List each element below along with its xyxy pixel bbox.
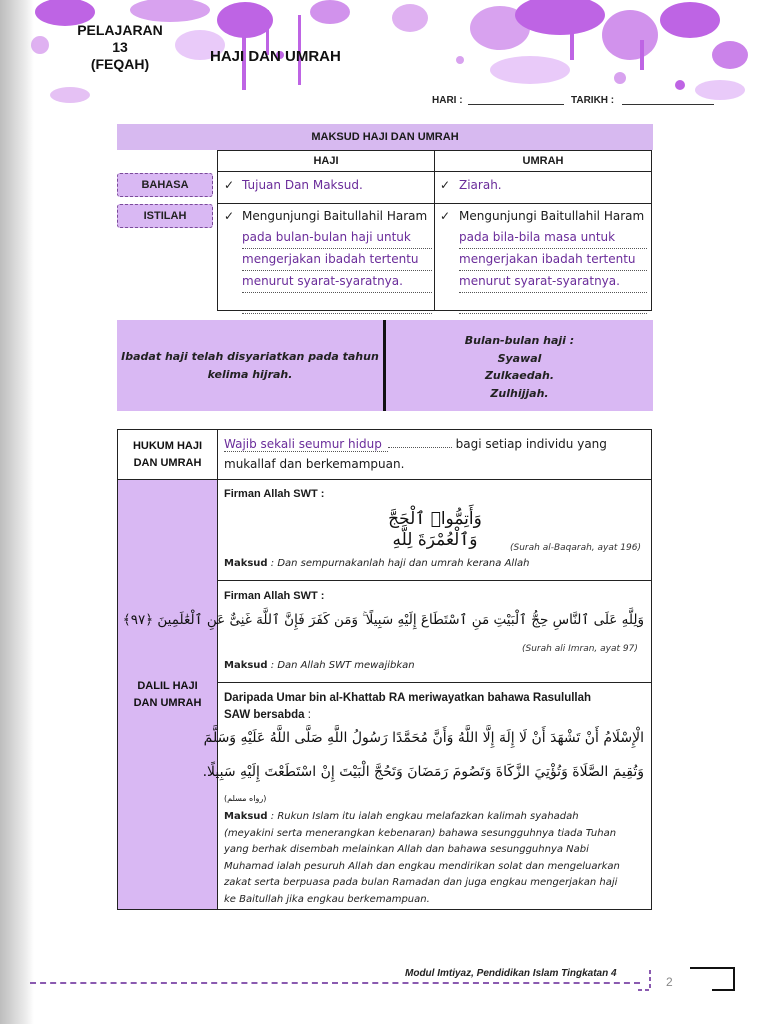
istilah-umrah-blank-line <box>459 293 647 314</box>
istilah-haji-line-2: pada bulan-bulan haji untuk <box>242 227 432 249</box>
lesson-line-2: 13 <box>112 39 128 55</box>
firman-2-maksud-text: : Dan Allah SWT mewajibkan <box>270 660 415 671</box>
firman-1-arabic: وَأَتِمُّوا۟ ٱلْحَجَّ وَٱلْعُمْرَةَ لِلَّهِ <box>388 509 482 550</box>
istilah-haji-line-3: mengerjakan ibadah tertentu <box>242 249 432 271</box>
page-number: 2 <box>666 975 673 989</box>
hukum-content <box>224 434 607 454</box>
lesson-label <box>60 22 180 73</box>
dalil-label-line-1: DALIL HAJI <box>137 680 198 692</box>
hadith-intro-line-2: SAW bersabda <box>224 709 305 721</box>
istilah-umrah-line-2: pada bila-bila masa untuk <box>459 227 647 249</box>
hadith-narrator: (رواه مسلم) <box>224 794 267 803</box>
firman-2-maksud <box>224 660 415 671</box>
hadith-maksud-line: (meyakini serta menerangkan kebenaran) bahawa sesungguhnya tiada Tuhan <box>224 827 617 839</box>
istilah-haji-line-1: Mengunjungi Baitullahil Haram <box>242 209 428 223</box>
check-icon: ✓ <box>224 178 235 192</box>
hari-field[interactable] <box>468 104 564 105</box>
row-label-bahasa: BAHASA <box>117 173 213 197</box>
hari-label: HARI : <box>432 95 463 106</box>
firman-1-maksud <box>224 558 529 569</box>
col-header-haji: HAJI <box>217 150 435 172</box>
istilah-haji-text <box>242 206 432 314</box>
hukum-answer: Wajib sekali seumur hidup <box>224 437 388 452</box>
istilah-haji-line-4: menurut syarat-syaratnya. <box>242 271 432 293</box>
hukum-label <box>117 438 218 472</box>
hadith-arabic-line-2: وَتُقِيمَ الصَّلَاةَ وَتُؤْتِيَ الزَّكَاةَ وَتَصُومَ رَمَضَانَ وَتَحُجَّ الْبَيْتَ إِنْ اسْتَطَعْتَ إِلَيْهِ سَبِيلًا. <box>202 764 644 780</box>
firman-1-reference: (Surah al-Baqarah, ayat 196) <box>510 543 641 553</box>
hadith-arabic-line-1: الْإِسْلَامُ أَنْ تَشْهَدَ أَنْ لَا إِلَهَ إِلَّا اللَّهُ وَأَنَّ مُحَمَّدًا رَسُولُ اللَّهِ صَلَّى اللَّهُ عَلَيْهِ وَسَلَّمَ <box>203 730 644 746</box>
hukum-label-line-2: DAN UMRAH <box>133 457 202 469</box>
check-icon: ✓ <box>440 209 451 223</box>
maksud-label: Maksud <box>224 660 268 671</box>
maksud-table-title: MAKSUD HAJI DAN UMRAH <box>117 124 653 150</box>
hadith-maksud-line: ke Baitullah jika engkau berkemampuan. <box>224 893 430 905</box>
haji-disyariatkan-note <box>117 348 383 384</box>
istilah-haji-blank-line <box>242 293 432 314</box>
dalil-label-line-2: DAN UMRAH <box>133 697 202 709</box>
firman-1-maksud-text: : Dan sempurnakanlah haji dan umrah kerana Allah <box>270 558 530 569</box>
firman-2-heading: Firman Allah SWT : <box>224 590 325 602</box>
dalil-label <box>117 678 218 712</box>
check-icon: ✓ <box>440 178 451 192</box>
firman-2-reference: (Surah ali Imran, ayat 97) <box>522 644 638 654</box>
note-line-2: kelima hijrah. <box>207 368 293 381</box>
istilah-umrah-line-3: mengerjakan ibadah tertentu <box>459 249 647 271</box>
bahasa-haji-text: Tujuan Dan Maksud. <box>242 178 363 192</box>
footer-module-title: Modul Imtiyaz, Pendidikan Islam Tingkatan 4 <box>405 968 617 979</box>
lesson-line-1: PELAJARAN <box>77 22 163 38</box>
footer-dashed-rule <box>30 982 640 984</box>
hadith-maksud-line: Muhamad ialah pesuruh Allah dan engkau mendirikan solat dan mengeluarkan <box>224 860 620 872</box>
bulan-haji-list <box>386 332 653 402</box>
hukum-label-line-1: HUKUM HAJI <box>132 440 203 452</box>
hukum-text-line-2: mukallaf dan berkemampuan. <box>224 457 405 471</box>
footer-bracket <box>636 962 736 992</box>
hukum-answer-blank <box>388 436 452 448</box>
maksud-label: Maksud <box>224 811 268 822</box>
hadith-maksud-line: yang berhak disembah melainkan Allah dan bahawa sesungguhnya Nabi <box>224 844 589 855</box>
tarikh-label: TARIKH : <box>571 95 615 106</box>
hadith-maksud-line: zakat serta berpuasa pada bulan Ramadan dan juga engkau mengerjakan haji <box>224 877 618 888</box>
hadith-intro-line-1: Daripada Umar bin al-Khattab RA meriwayatkan bahawa Rasulullah <box>224 692 592 704</box>
col-header-umrah: UMRAH <box>434 150 652 172</box>
bulan-haji-title: Bulan-bulan haji : <box>464 334 575 347</box>
hadith-maksud <box>224 809 648 908</box>
istilah-umrah-line-1: Mengunjungi Baitullahil Haram <box>459 209 645 223</box>
check-icon: ✓ <box>224 209 235 223</box>
istilah-umrah-line-4: menurut syarat-syaratnya. <box>459 271 647 293</box>
maksud-label: Maksud <box>224 558 268 569</box>
row-label-istilah: ISTILAH <box>117 204 213 228</box>
month-item: Zulhijjah. <box>490 386 549 400</box>
bahasa-umrah-text: Ziarah. <box>459 178 502 192</box>
info-band <box>117 320 653 411</box>
hadith-maksud-line: : Rukun Islam itu ialah engkau melafazkan kalimah syahadah <box>270 811 579 822</box>
page-edge-shadow <box>0 0 34 1024</box>
page-title: HAJI DAN UMRAH <box>210 48 341 65</box>
hukum-text-after: bagi setiap individu yang <box>455 437 607 451</box>
lesson-line-3: (FEQAH) <box>90 56 150 72</box>
hadith-intro <box>224 690 648 724</box>
hadith-intro-colon: : <box>304 709 311 721</box>
firman-1-heading: Firman Allah SWT : <box>224 488 325 500</box>
tarikh-field[interactable] <box>622 104 714 105</box>
month-item: Zulkaedah. <box>484 369 555 382</box>
istilah-umrah-text <box>459 206 647 314</box>
month-item: Syawal <box>497 351 542 365</box>
note-line-1: Ibadat haji telah disyariatkan pada tahun <box>121 350 379 363</box>
firman-2-arabic: وَلِلَّهِ عَلَى ٱلنَّاسِ حِجُّ ٱلْبَيْتِ مَنِ ٱسْتَطَاعَ إِلَيْهِ سَبِيلًا ۚ وَمَن كَفَرَ فَإِنَّ ٱللَّهَ غَنِىٌّ عَنِ ٱلْعَٰلَمِينَ ﴿٩٧﴾ <box>122 612 644 628</box>
